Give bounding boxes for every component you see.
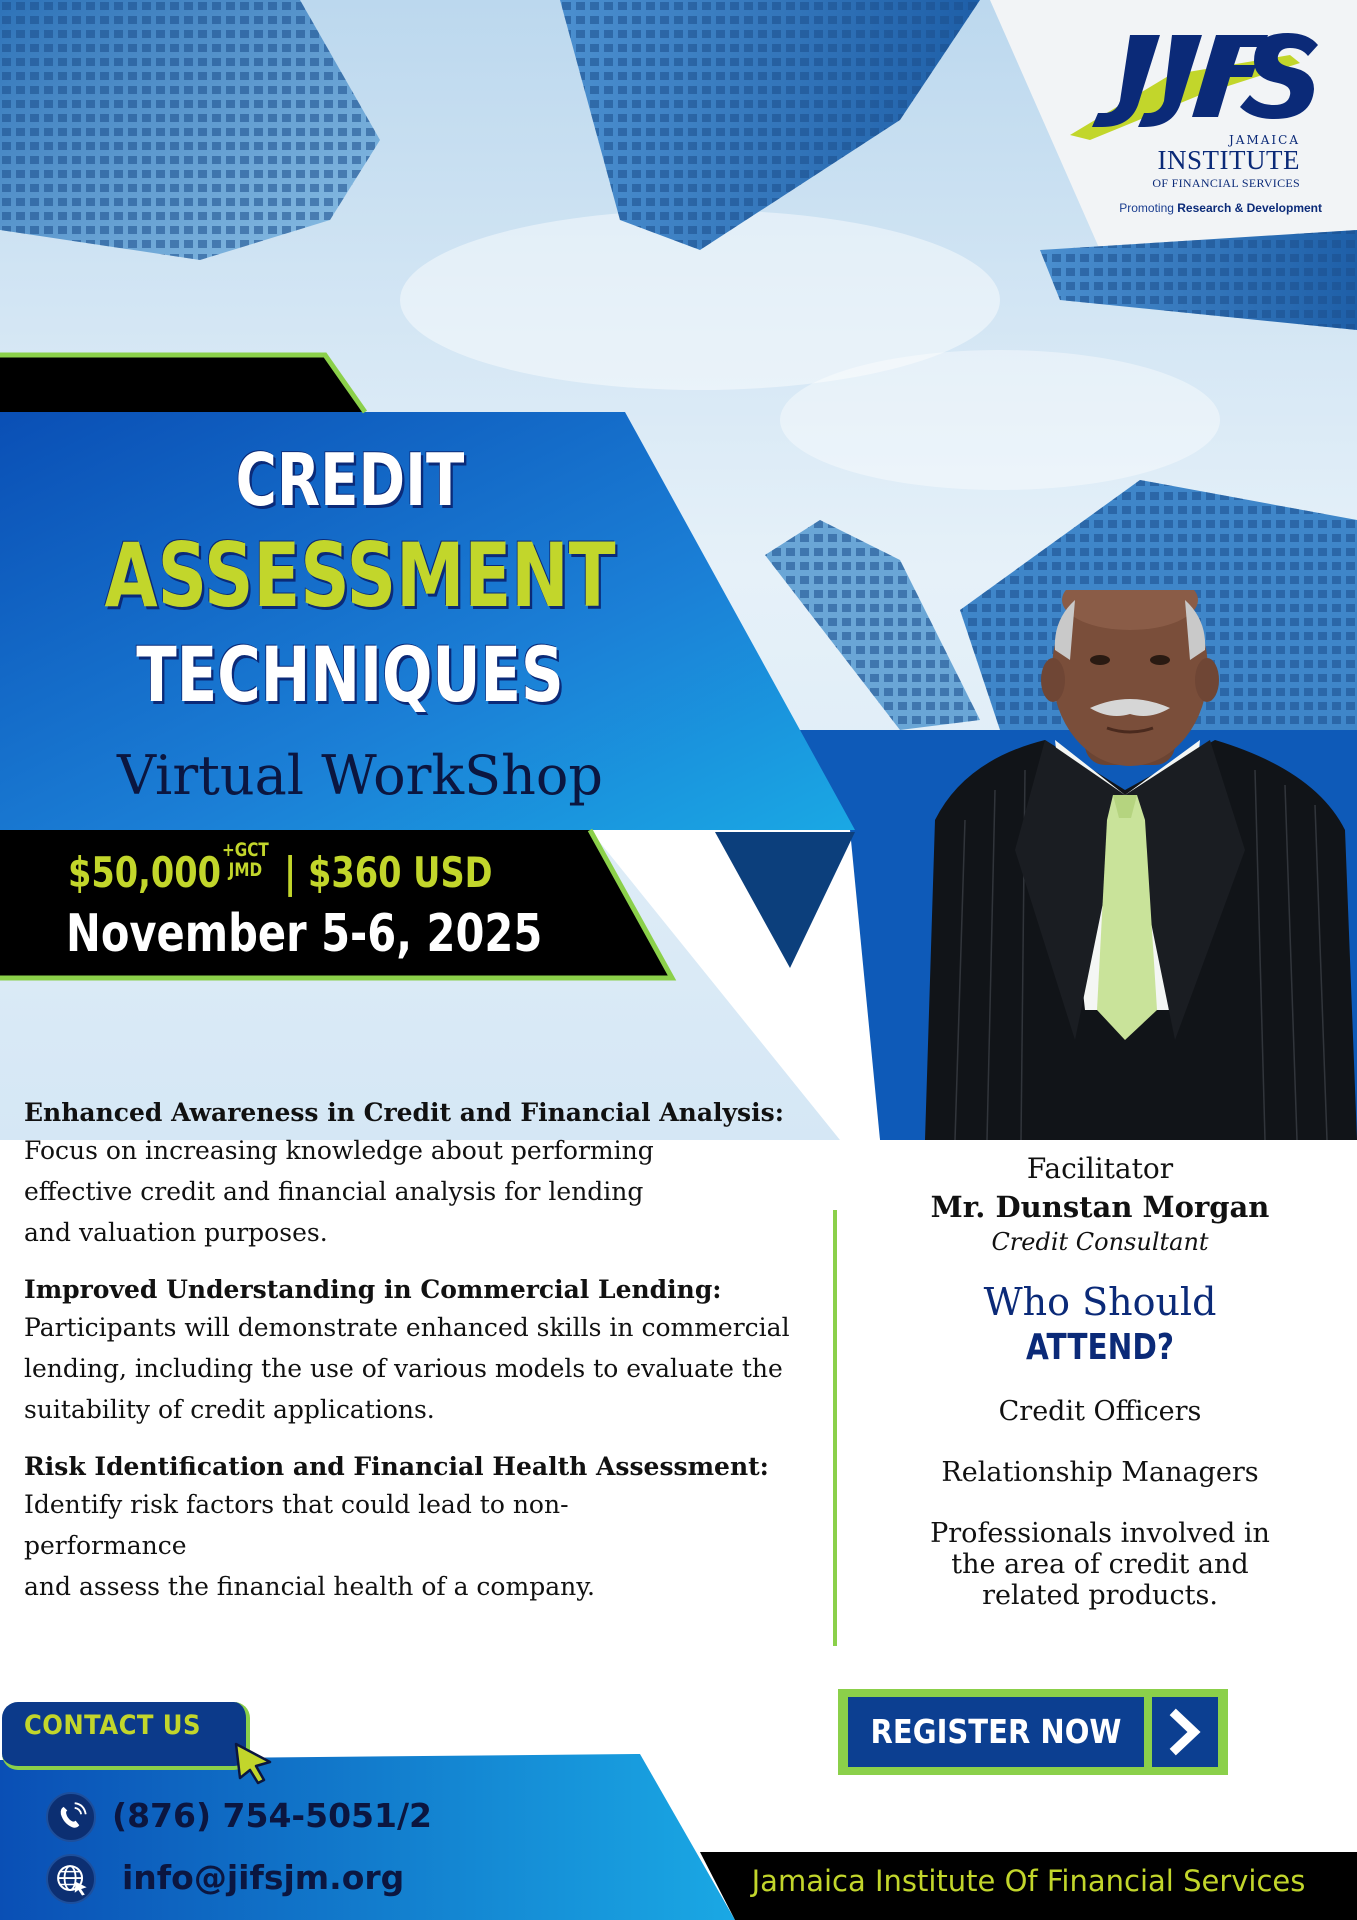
logo-tagline-a: Promoting xyxy=(1119,201,1174,215)
cursor-icon xyxy=(230,1740,276,1786)
jifs-logo xyxy=(1060,15,1340,215)
audience-item: Professionals involved in the area of credit and related products. xyxy=(930,1518,1270,1611)
logo-line-jamaica: JAMAICA xyxy=(1228,133,1300,147)
event-date: November 5-6, 2025 xyxy=(66,904,543,964)
benefits-list xyxy=(24,1096,824,1627)
audience-item: Credit Officers xyxy=(998,1396,1202,1427)
title-techniques: TECHNIQUES xyxy=(136,630,564,719)
benefit-item xyxy=(24,1096,824,1253)
jifs-logo-mark-icon xyxy=(1060,15,1340,145)
price-currency-jmd: JMD xyxy=(228,859,263,881)
price-usd: | $360 USD xyxy=(284,848,493,897)
title-credit: CREDIT xyxy=(235,438,465,522)
contact-email[interactable]: info@jifsjm.org xyxy=(122,1858,405,1897)
globe-icon xyxy=(46,1854,96,1904)
facilitator-photo xyxy=(925,590,1357,1140)
facilitator-name: Mr. Dunstan Morgan xyxy=(930,1190,1270,1224)
benefit-item xyxy=(24,1450,824,1607)
chevron-right-icon[interactable] xyxy=(1152,1697,1218,1767)
audience-heading-a: Who Should xyxy=(983,1280,1217,1324)
benefit-heading: Improved Understanding in Commercial Lending: xyxy=(24,1275,722,1304)
price-jmd: $50,000 xyxy=(68,848,222,897)
price-jmd-suffix xyxy=(222,840,269,880)
benefit-body: Participants will demonstrate enhanced skills in commercial lending, including the use of various models to evaluate the suitability of credit applications. xyxy=(24,1313,790,1424)
title-assessment: ASSESSMENT xyxy=(104,524,616,627)
footer-org-name: Jamaica Institute Of Financial Services xyxy=(751,1864,1306,1898)
register-now-label[interactable]: REGISTER NOW xyxy=(870,1712,1122,1751)
contact-us-label[interactable]: CONTACT US xyxy=(24,1710,201,1741)
facilitator-role: Credit Consultant xyxy=(991,1228,1209,1256)
subtitle-virtual-workshop: Virtual WorkShop xyxy=(117,744,603,807)
logo-tagline xyxy=(1119,201,1322,215)
audience-item: Relationship Managers xyxy=(941,1457,1259,1488)
facilitator-label: Facilitator xyxy=(1026,1152,1174,1185)
phone-icon xyxy=(46,1792,96,1842)
benefit-item xyxy=(24,1273,824,1430)
facilitator-and-audience xyxy=(885,1150,1315,1611)
section-divider xyxy=(833,1210,837,1646)
benefit-heading: Risk Identification and Financial Health Assessment: xyxy=(24,1452,769,1481)
logo-tagline-b: Research & Development xyxy=(1177,201,1322,215)
benefit-body: Identify risk factors that could lead to non- performance and assess the financial health of a company. xyxy=(24,1490,595,1601)
benefit-body: Focus on increasing knowledge about performing effective credit and financial analysis for lending and valuation purposes. xyxy=(24,1136,654,1247)
contact-phone[interactable]: (876) 754-5051/2 xyxy=(112,1796,432,1835)
logo-line-financial-services: OF FINANCIAL SERVICES xyxy=(1152,176,1300,190)
price-gct: +GCT xyxy=(222,839,269,861)
logo-line-institute: INSTITUTE xyxy=(1157,145,1300,175)
benefit-heading: Enhanced Awareness in Credit and Financial Analysis: xyxy=(24,1098,784,1127)
audience-heading-b: ATTEND? xyxy=(1025,1327,1175,1368)
